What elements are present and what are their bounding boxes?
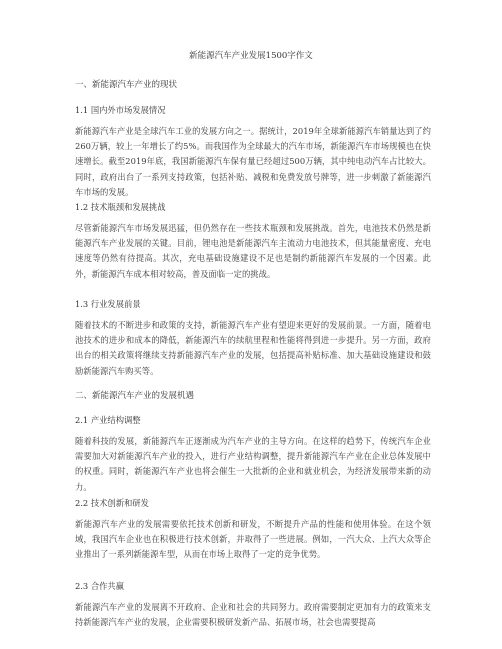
paragraph-1-1: 新能源汽车产业是全球汽车工业的发展方向之一。据统计，2019年全球新能源汽车销量达到了约260万辆，较上一年增长了约5%。而我国作为全球最大的汽车市场，新能源汽车市场规模也在快速增长。截至2019年底，我国新能源汽车保有量已经超过500万辆，其中纯电动汽车占比较大。同时，政府出台了一系列支持政策，包括补贴、减税和免费发放号牌等，进一步刺激了新能源汽车市场的发展。 — [75, 126, 431, 197]
subsection-heading-2-2: 2.2 技术创新和研发 — [75, 498, 149, 508]
paragraph-1-2: 尽管新能源汽车市场发展迅猛，但仍然存在一些技术瓶颈和发展挑战。首先，电池技术仍然是新能源汽车产业发展的关键。目前，锂电池是新能源汽车主流动力电池技术，但其能量密度、充电速度等仍然有待提高。其次，充电基础设施建设不足也是制约新能源汽车发展的一个因素。此外，新能源汽车成本相对较高，普及面临一定的挑战。 — [75, 223, 431, 279]
subsection-heading-1-3: 1.3 行业发展前景 — [75, 299, 141, 309]
subsection-heading-2-1: 2.1 产业结构调整 — [75, 415, 141, 425]
subsection-heading-2-3: 2.3 合作共赢 — [75, 581, 125, 591]
paragraph-2-3: 新能源汽车产业的发展离不开政府、企业和社会的共同努力。政府需要制定更加有力的政策来支持新能源汽车产业的发展，企业需要积极研发新产品、拓展市场，社会也需要提高 — [75, 602, 431, 628]
paragraph-2-1: 随着科技的发展，新能源汽车正逐渐成为汽车产业的主导方向。在这样的趋势下，传统汽车企业需要加大对新能源汽车产业的投入，进行产业结构调整，提升新能源汽车产业在企业总体发展中的权重。同时，新能源汽车产业也将会催生一大批新的企业和就业机会，为经济发展带来新的动力。 — [75, 436, 431, 492]
paragraph-2-2: 新能源汽车产业的发展需要依托技术创新和研发，不断提升产品的性能和使用体验。在这个领域，我国汽车企业也在积极进行技术创新，并取得了一些进展。例如，一汽大众、上汽大众等企业推出了一系列新能源车型，从而在市场上取得了一定的竞争优势。 — [75, 519, 431, 560]
subsection-heading-1-1: 1.1 国内外市场发展情况 — [75, 105, 166, 115]
section-heading-1: 一、新能源汽车产业的现状 — [75, 80, 178, 90]
paragraph-1-3: 随着技术的不断进步和政策的支持，新能源汽车产业有望迎来更好的发展前景。一方面，随着电池技术的进步和成本的降低，新能源汽车的续航里程和性能将得到进一步提升。另一方面，政府出台的相关政策将继续支持新能源汽车产业的发展，包括提高补贴标准、加大基础设施建设和鼓励新能源汽车购买等。 — [75, 320, 431, 376]
document-title: 新能源汽车产业发展1500字作文 — [189, 51, 313, 61]
subsection-heading-1-2: 1.2 技术瓶颈和发展挑战 — [75, 202, 166, 212]
section-heading-2: 二、新能源汽车产业的发展机遇 — [75, 391, 195, 401]
